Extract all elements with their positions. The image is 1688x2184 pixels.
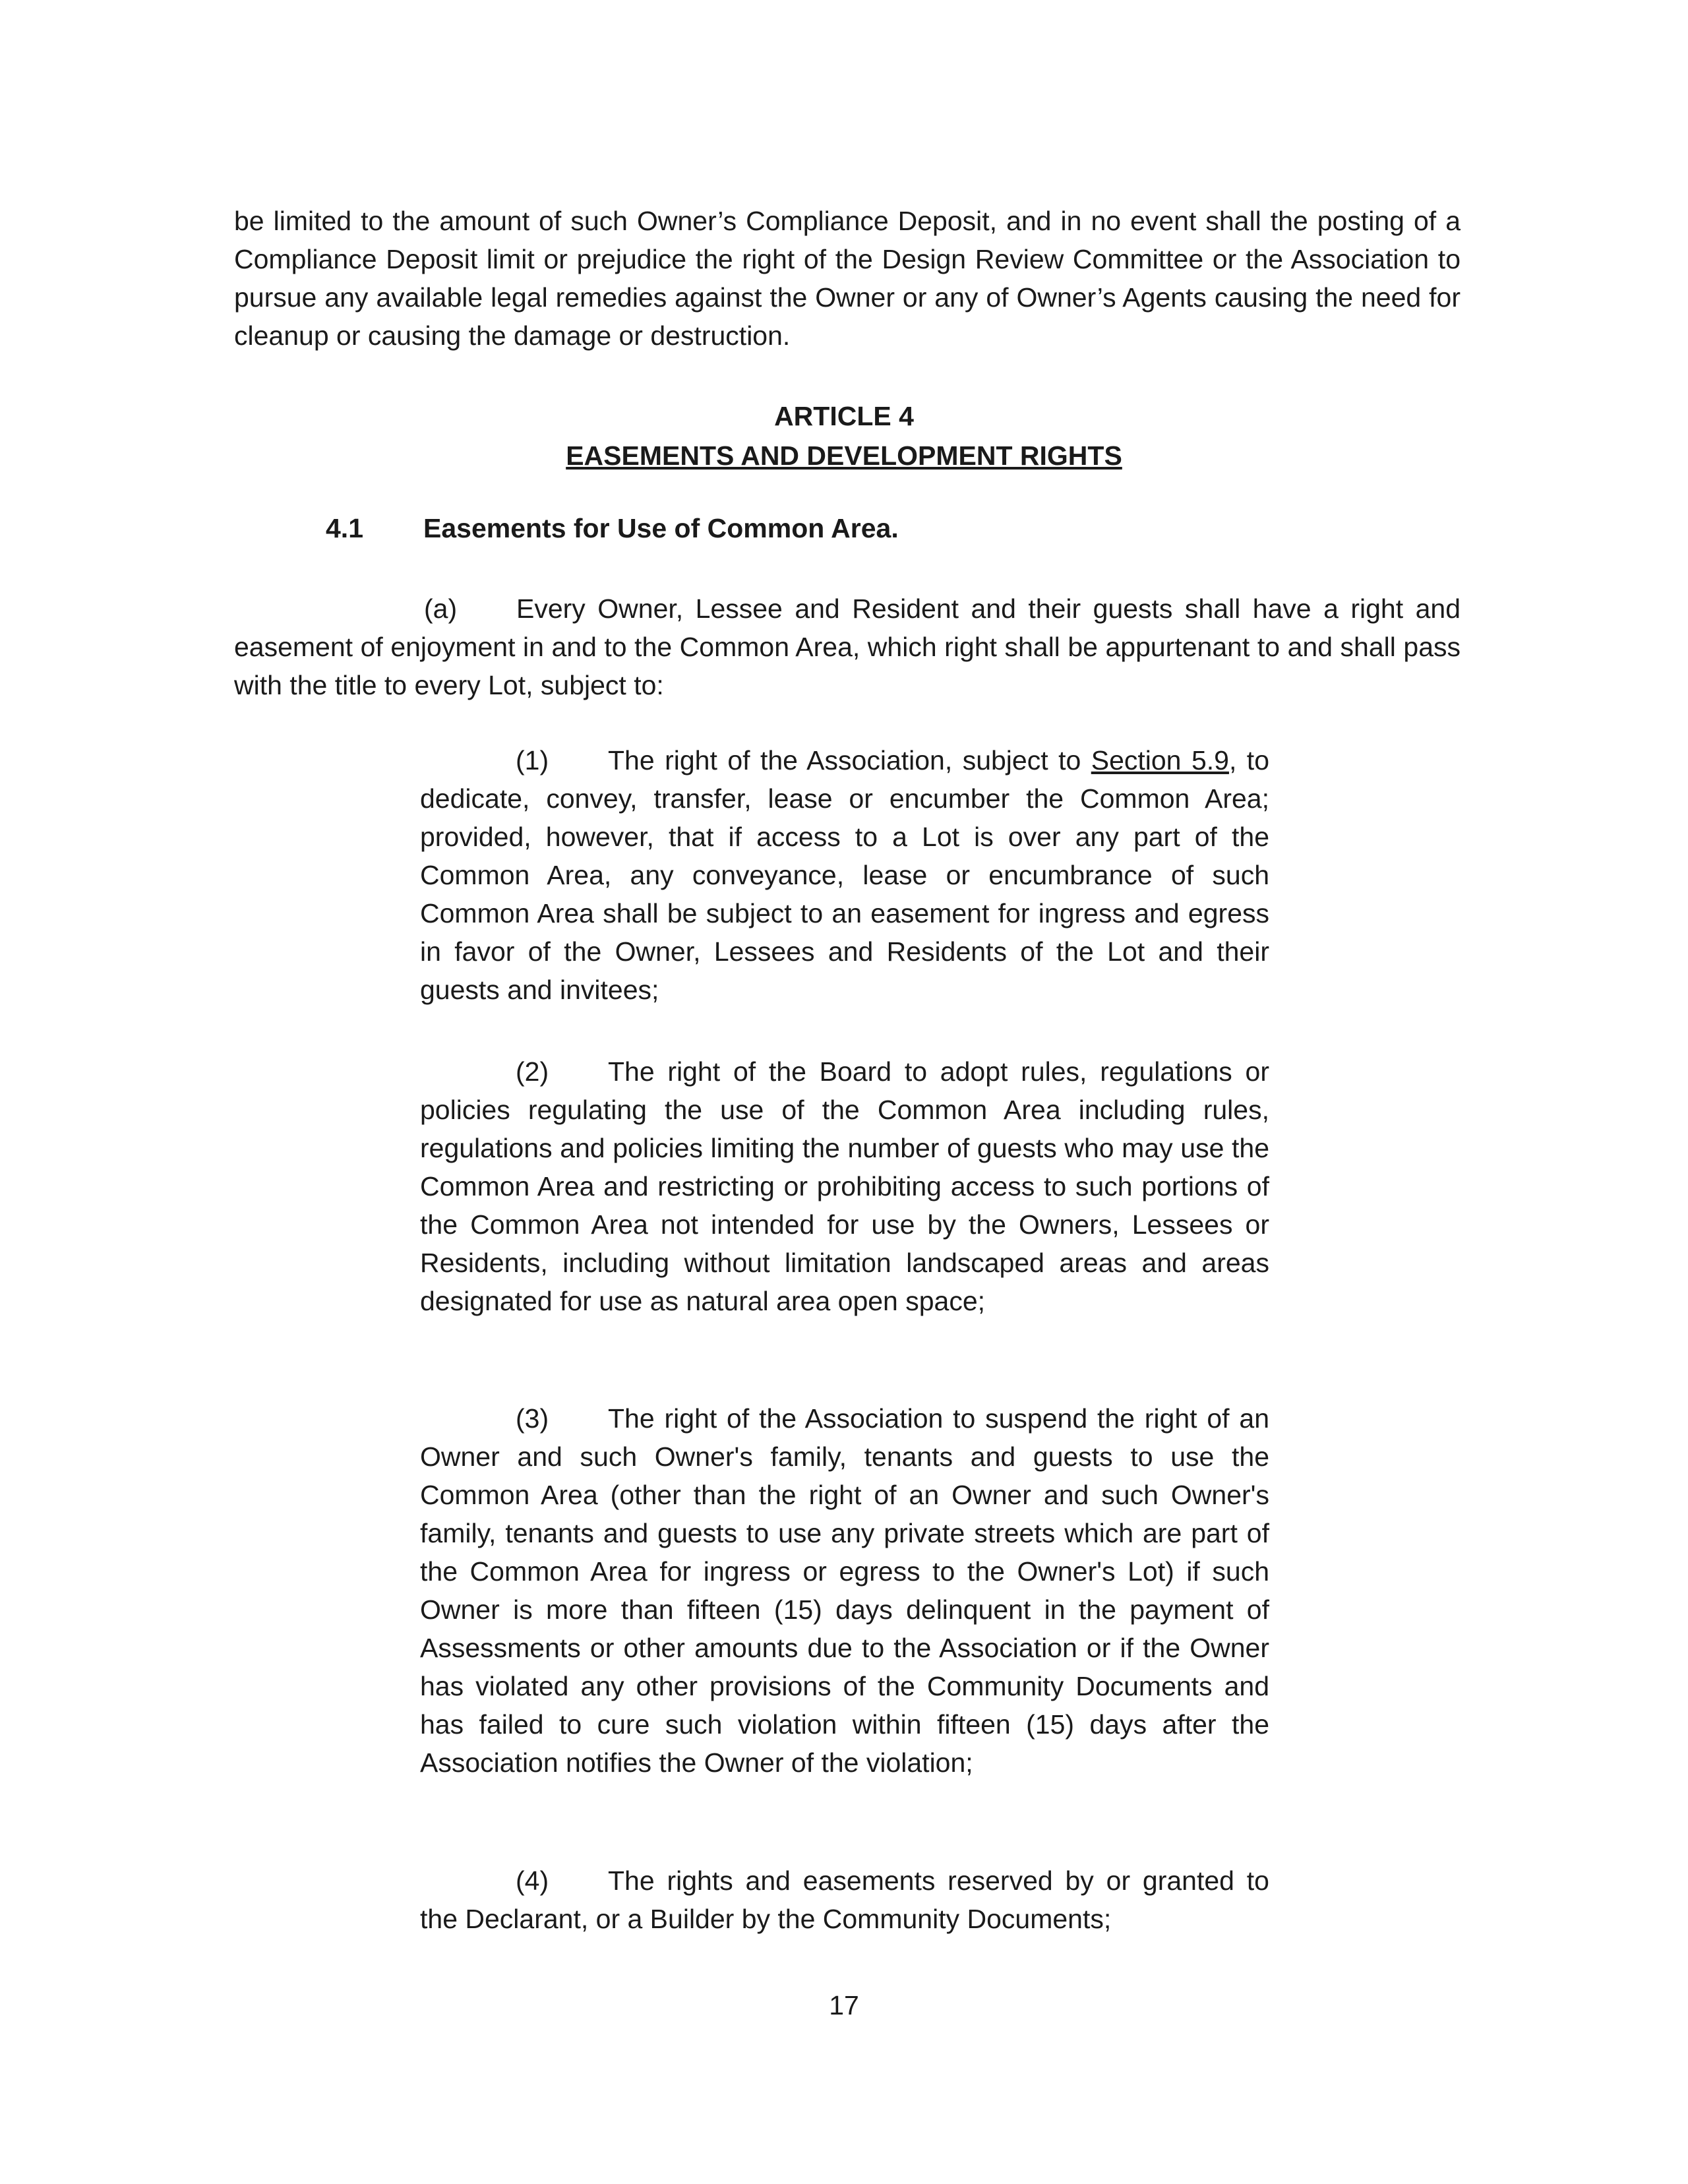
subparagraph-1-text-start: The right of the Association, subject to bbox=[608, 745, 1091, 775]
intro-paragraph: be limited to the amount of such Owner’s Compliance Deposit, and in no event shall the posting of a Compliance Deposit limit or prejudice the right of the Design Review Committee or the Association to pursue any available legal remedies against the Owner or any of Owner’s Agents causing the need for cleanup or causing the damage or destruction. bbox=[234, 206, 1461, 351]
subparagraph-1-text-end: , to dedicate, convey, transfer, lease or encumber the Common Area; provided, however, that if access to a Lot is over any part of the Common Area, any conveyance, lease or encumbrance of such Common Area shall be subject to an easement for ingress and egress in favor of the Owner, Lessees and Residents of the Lot and their guests and invitees; bbox=[420, 745, 1269, 1005]
subparagraph-2-label: (2) bbox=[516, 1056, 549, 1087]
section-reference-link: Section 5.9 bbox=[1091, 745, 1229, 775]
subparagraph-3 bbox=[420, 1399, 1269, 1782]
subparagraph-1 bbox=[420, 741, 1269, 1009]
section-heading bbox=[326, 509, 899, 547]
subparagraph-3-text: The right of the Association to suspend the right of an Owner and such Owner's family, tenants and guests to use the Common Area (other than the right of an Owner and such Owner's family, tenants and guests to use any private streets which are part of the Common Area for ingress or egress to the Owner's Lot) if such Owner is more than fifteen (15) days delinquent in the payment of Assessments or other amounts due to the Association or if the Owner has violated any other provisions of the Community Documents and has failed to cure such violation within fifteen (15) days after the Association notifies the Owner of the violation; bbox=[420, 1403, 1269, 1778]
page-number: 17 bbox=[829, 1990, 859, 2020]
paragraph-a-text: Every Owner, Lessee and Resident and their guests shall have a right and easement of enjoyment in and to the Common Area, which right shall be appurtenant to and shall pass with the title to every Lot, subject to: bbox=[234, 593, 1461, 700]
subparagraph-4-label: (4) bbox=[516, 1866, 549, 1896]
subparagraph-4 bbox=[420, 1862, 1269, 1938]
subparagraph-2-text: The right of the Board to adopt rules, regulations or policies regulating the use of the Common Area including rules, regulations and policies limiting the number of guests who may use the Common Area and restricting or prohibiting access to such portions of the Common Area not intended for use by the Owners, Lessees or Residents, including without limitation landscaped areas and areas designated for use as natural area open space; bbox=[420, 1056, 1269, 1316]
subparagraph-4-text: The rights and easements reserved by or granted to the Declarant, or a Builder by the Community Documents; bbox=[420, 1866, 1269, 1934]
article-title: EASEMENTS AND DEVELOPMENT RIGHTS bbox=[566, 440, 1122, 471]
article-number: ARTICLE 4 bbox=[774, 401, 914, 431]
section-title: Easements for Use of Common Area. bbox=[423, 513, 899, 543]
subparagraph-1-label: (1) bbox=[516, 745, 549, 775]
section-number: 4.1 bbox=[326, 513, 363, 543]
subparagraph-2 bbox=[420, 1052, 1269, 1320]
subparagraph-3-label: (3) bbox=[516, 1403, 549, 1434]
paragraph-a bbox=[234, 590, 1461, 704]
paragraph-a-label: (a) bbox=[424, 593, 458, 624]
